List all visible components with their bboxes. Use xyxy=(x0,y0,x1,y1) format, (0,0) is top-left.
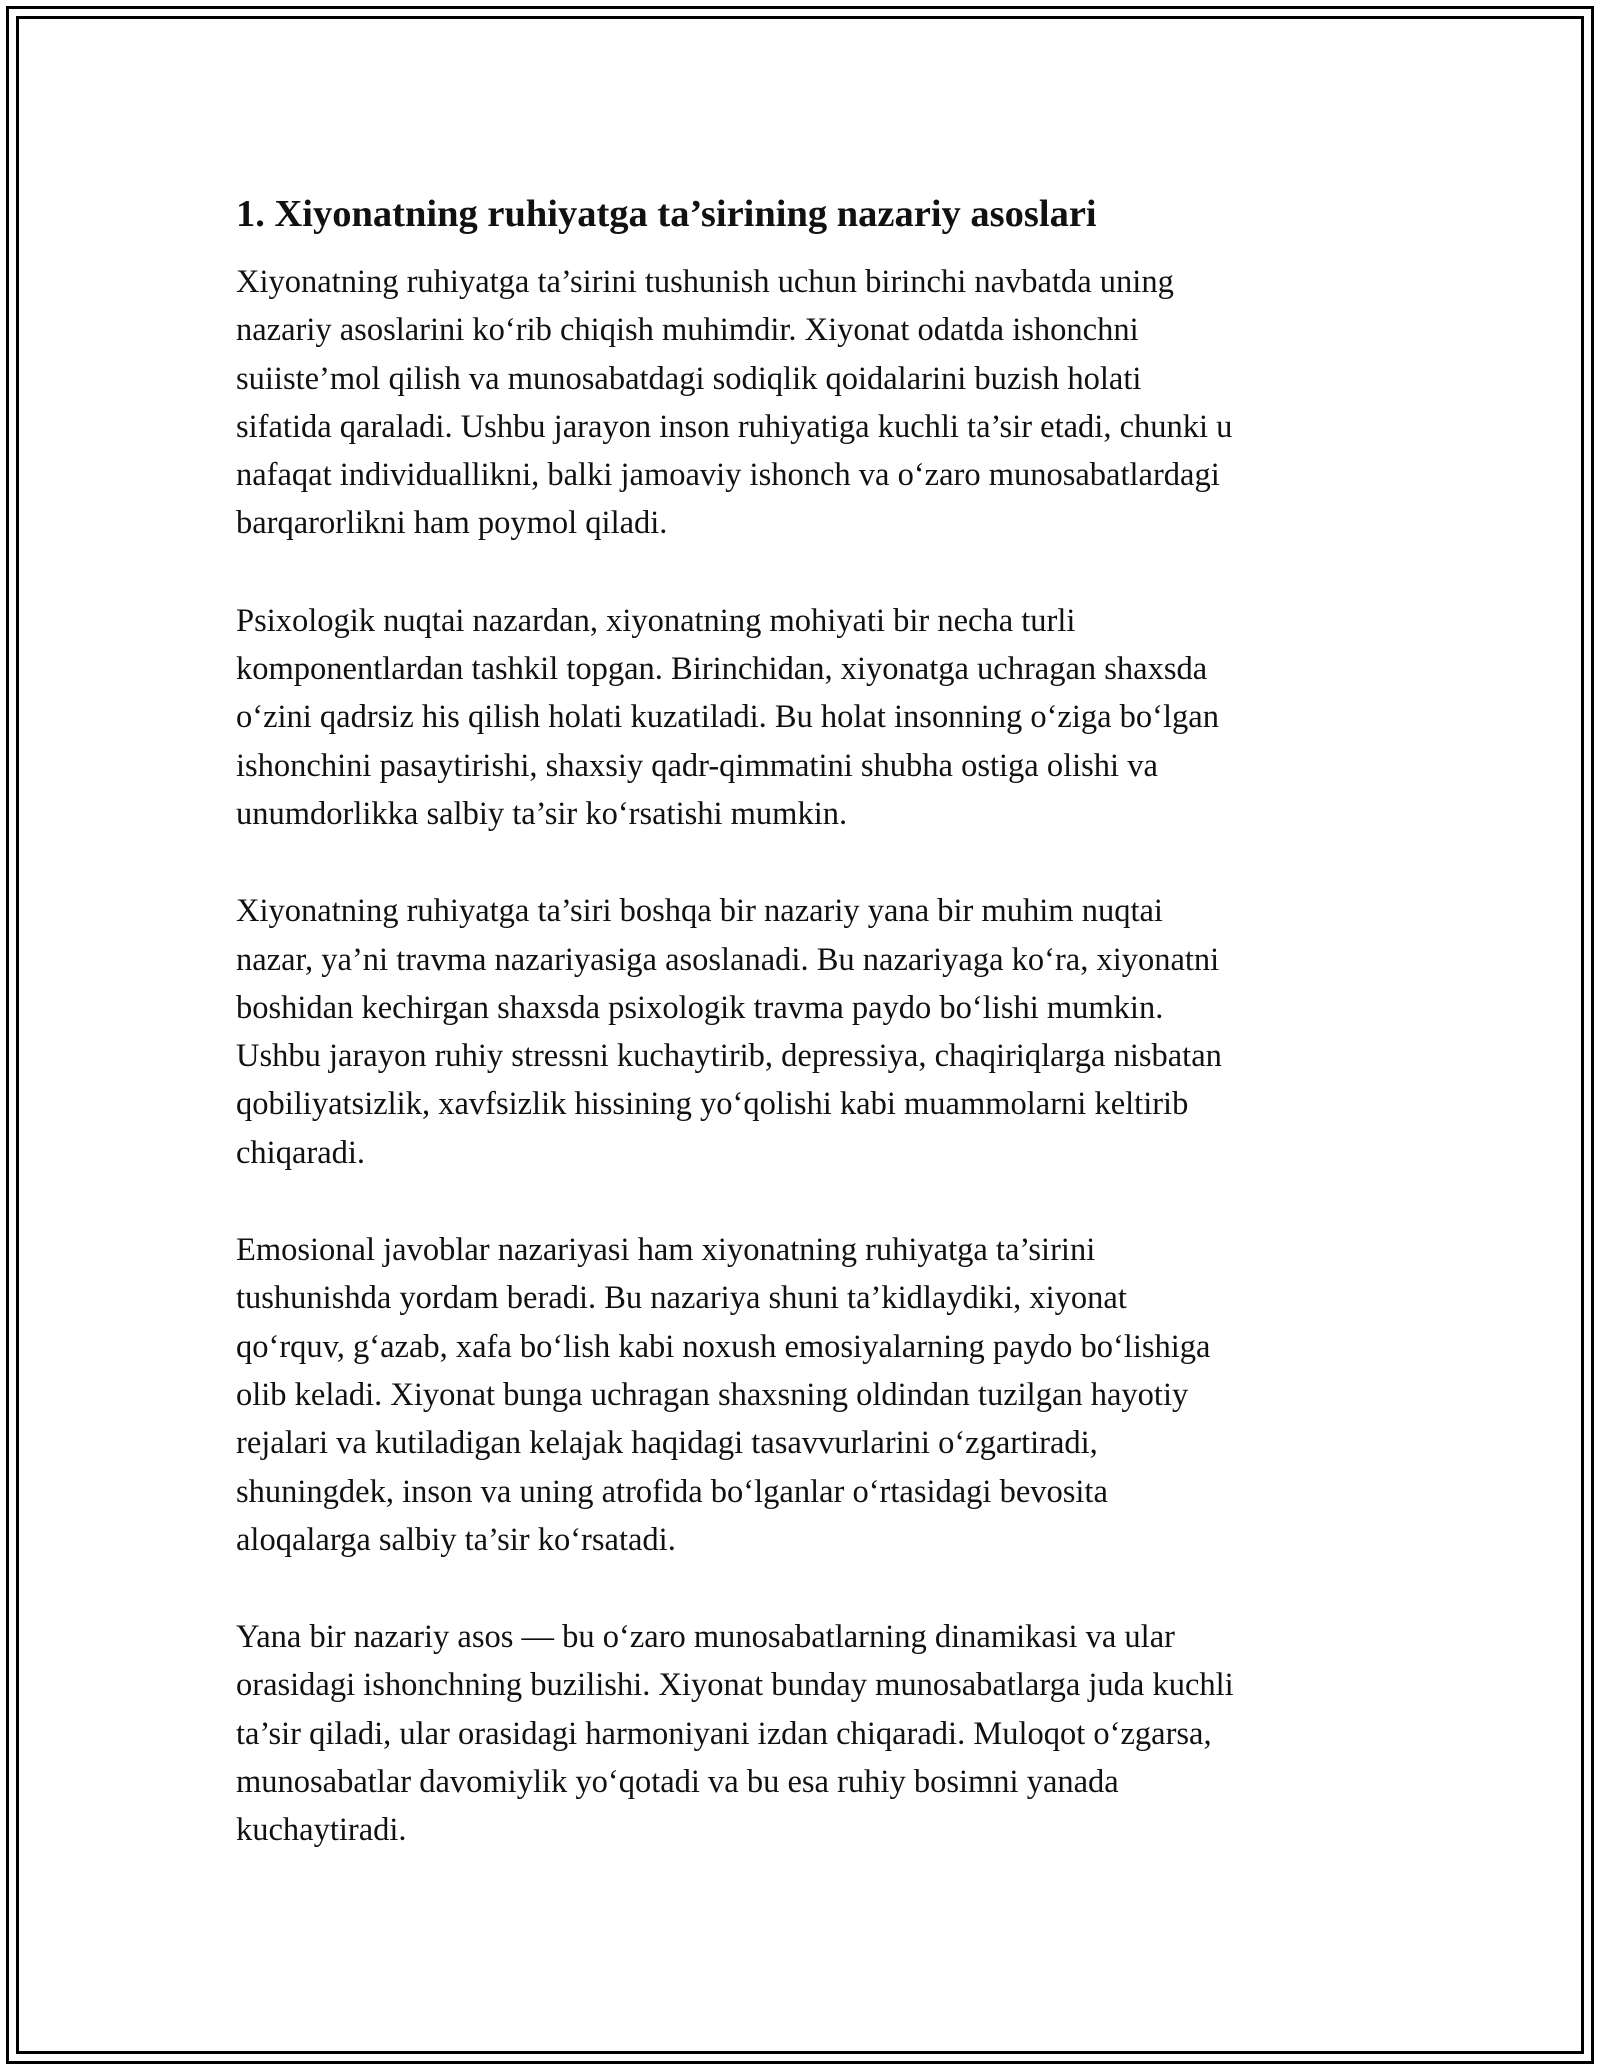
paragraph-line: Emosional javoblar nazariyasi ham xiyonatning ruhiyatga ta’sirini xyxy=(236,1232,1096,1269)
paragraph-line: tushunishda yordam beradi. Bu nazariya shuni ta’kidlaydiki, xiyonat xyxy=(236,1280,1127,1317)
paragraph-line: unumdorlikka salbiy ta’sir ko‘rsatishi mumkin. xyxy=(236,795,848,832)
paragraph-line: o‘zini qadrsiz his qilish holati kuzatiladi. Bu holat insonning o‘ziga bo‘lgan xyxy=(236,699,1219,736)
paragraph-1 xyxy=(236,258,1376,548)
paragraph-line: komponentlardan tashkil topgan. Birinchidan, xiyonatga uchragan shaxsda xyxy=(236,651,1208,688)
paragraph-line: sifatida qaraladi. Ushbu jarayon inson ruhiyatiga kuchli ta’sir etadi, chunki u xyxy=(236,408,1233,445)
paragraph-line: chiqaradi. xyxy=(236,1134,366,1171)
paragraph-line: shuningdek, inson va uning atrofida bo‘lganlar o‘rtasidagi bevosita xyxy=(236,1473,1108,1510)
paragraph-line: nazar, ya’ni travma nazariyasiga asoslanadi. Bu nazariyaga ko‘ra, xiyonatni xyxy=(236,941,1220,978)
paragraph-line: Ushbu jarayon ruhiy stressni kuchaytirib, depressiya, chaqiriqlarga nisbatan xyxy=(236,1038,1222,1075)
paragraph-line: munosabatlar davomiylik yo‘qotadi va bu esa ruhiy bosimni yanada xyxy=(236,1764,1119,1801)
paragraph-line: olib keladi. Xiyonat bunga uchragan shaxsning oldindan tuzilgan hayotiy xyxy=(236,1376,1189,1413)
paragraph-line: kuchaytiradi. xyxy=(236,1812,407,1849)
paragraph-line: Xiyonatning ruhiyatga ta’siri boshqa bir nazariy yana bir muhim nuqtai xyxy=(236,893,1163,930)
paragraph-line: suiiste’mol qilish va munosabatdagi sodiqlik qoidalarini buzish holati xyxy=(236,360,1142,397)
paragraph-line: Psixologik nuqtai nazardan, xiyonatning mohiyati bir necha turli xyxy=(236,602,1076,639)
paragraph-line: qobiliyatsizlik, xavfsizlik hissining yo‘qolishi kabi muammolarni keltirib xyxy=(236,1086,1189,1123)
paragraph-line: barqarorlikni ham poymol qiladi. xyxy=(236,505,668,542)
section-heading: 1. Xiyonatning ruhiyatga ta’sirining nazariy asoslari xyxy=(236,193,1097,235)
paragraph-line: boshidan kechirgan shaxsda psixologik travma paydo bo‘lishi mumkin. xyxy=(236,989,1164,1026)
paragraph-line: Yana bir nazariy asos — bu o‘zaro munosabatlarning dinamikasi va ular xyxy=(236,1619,1175,1656)
document-body xyxy=(236,190,1376,1904)
paragraph-2 xyxy=(236,597,1376,838)
paragraph-line: aloqalarga salbiy ta’sir ko‘rsatadi. xyxy=(236,1521,676,1558)
paragraph-line: orasidagi ishonchning buzilishi. Xiyonat bunday munosabatlarga juda kuchli xyxy=(236,1667,1234,1704)
paragraph-3 xyxy=(236,887,1376,1177)
paragraph-line: Xiyonatning ruhiyatga ta’sirini tushunish uchun birinchi navbatda uning xyxy=(236,264,1174,300)
paragraph-line: qo‘rquv, g‘azab, xafa bo‘lish kabi noxush emosiyalarning paydo bo‘lishiga xyxy=(236,1328,1211,1365)
paragraph-line: ta’sir qiladi, ular orasidagi harmoniyani izdan chiqaradi. Muloqot o‘zgarsa, xyxy=(236,1715,1212,1752)
paragraph-line: rejalari va kutiladigan kelajak haqidagi tasavvurlarini o‘zgartiradi, xyxy=(236,1425,1098,1462)
paragraph-line: ishonchini pasaytirishi, shaxsiy qadr-qimmatini shubha ostiga olishi va xyxy=(236,747,1158,784)
paragraph-5 xyxy=(236,1613,1376,1854)
paragraph-line: nazariy asoslarini ko‘rib chiqish muhimdir. Xiyonat odatda ishonchni xyxy=(236,312,1139,349)
paragraph-4 xyxy=(236,1226,1376,1564)
paragraph-line: nafaqat individuallikni, balki jamoaviy ishonch va o‘zaro munosabatlardagi xyxy=(236,457,1220,494)
